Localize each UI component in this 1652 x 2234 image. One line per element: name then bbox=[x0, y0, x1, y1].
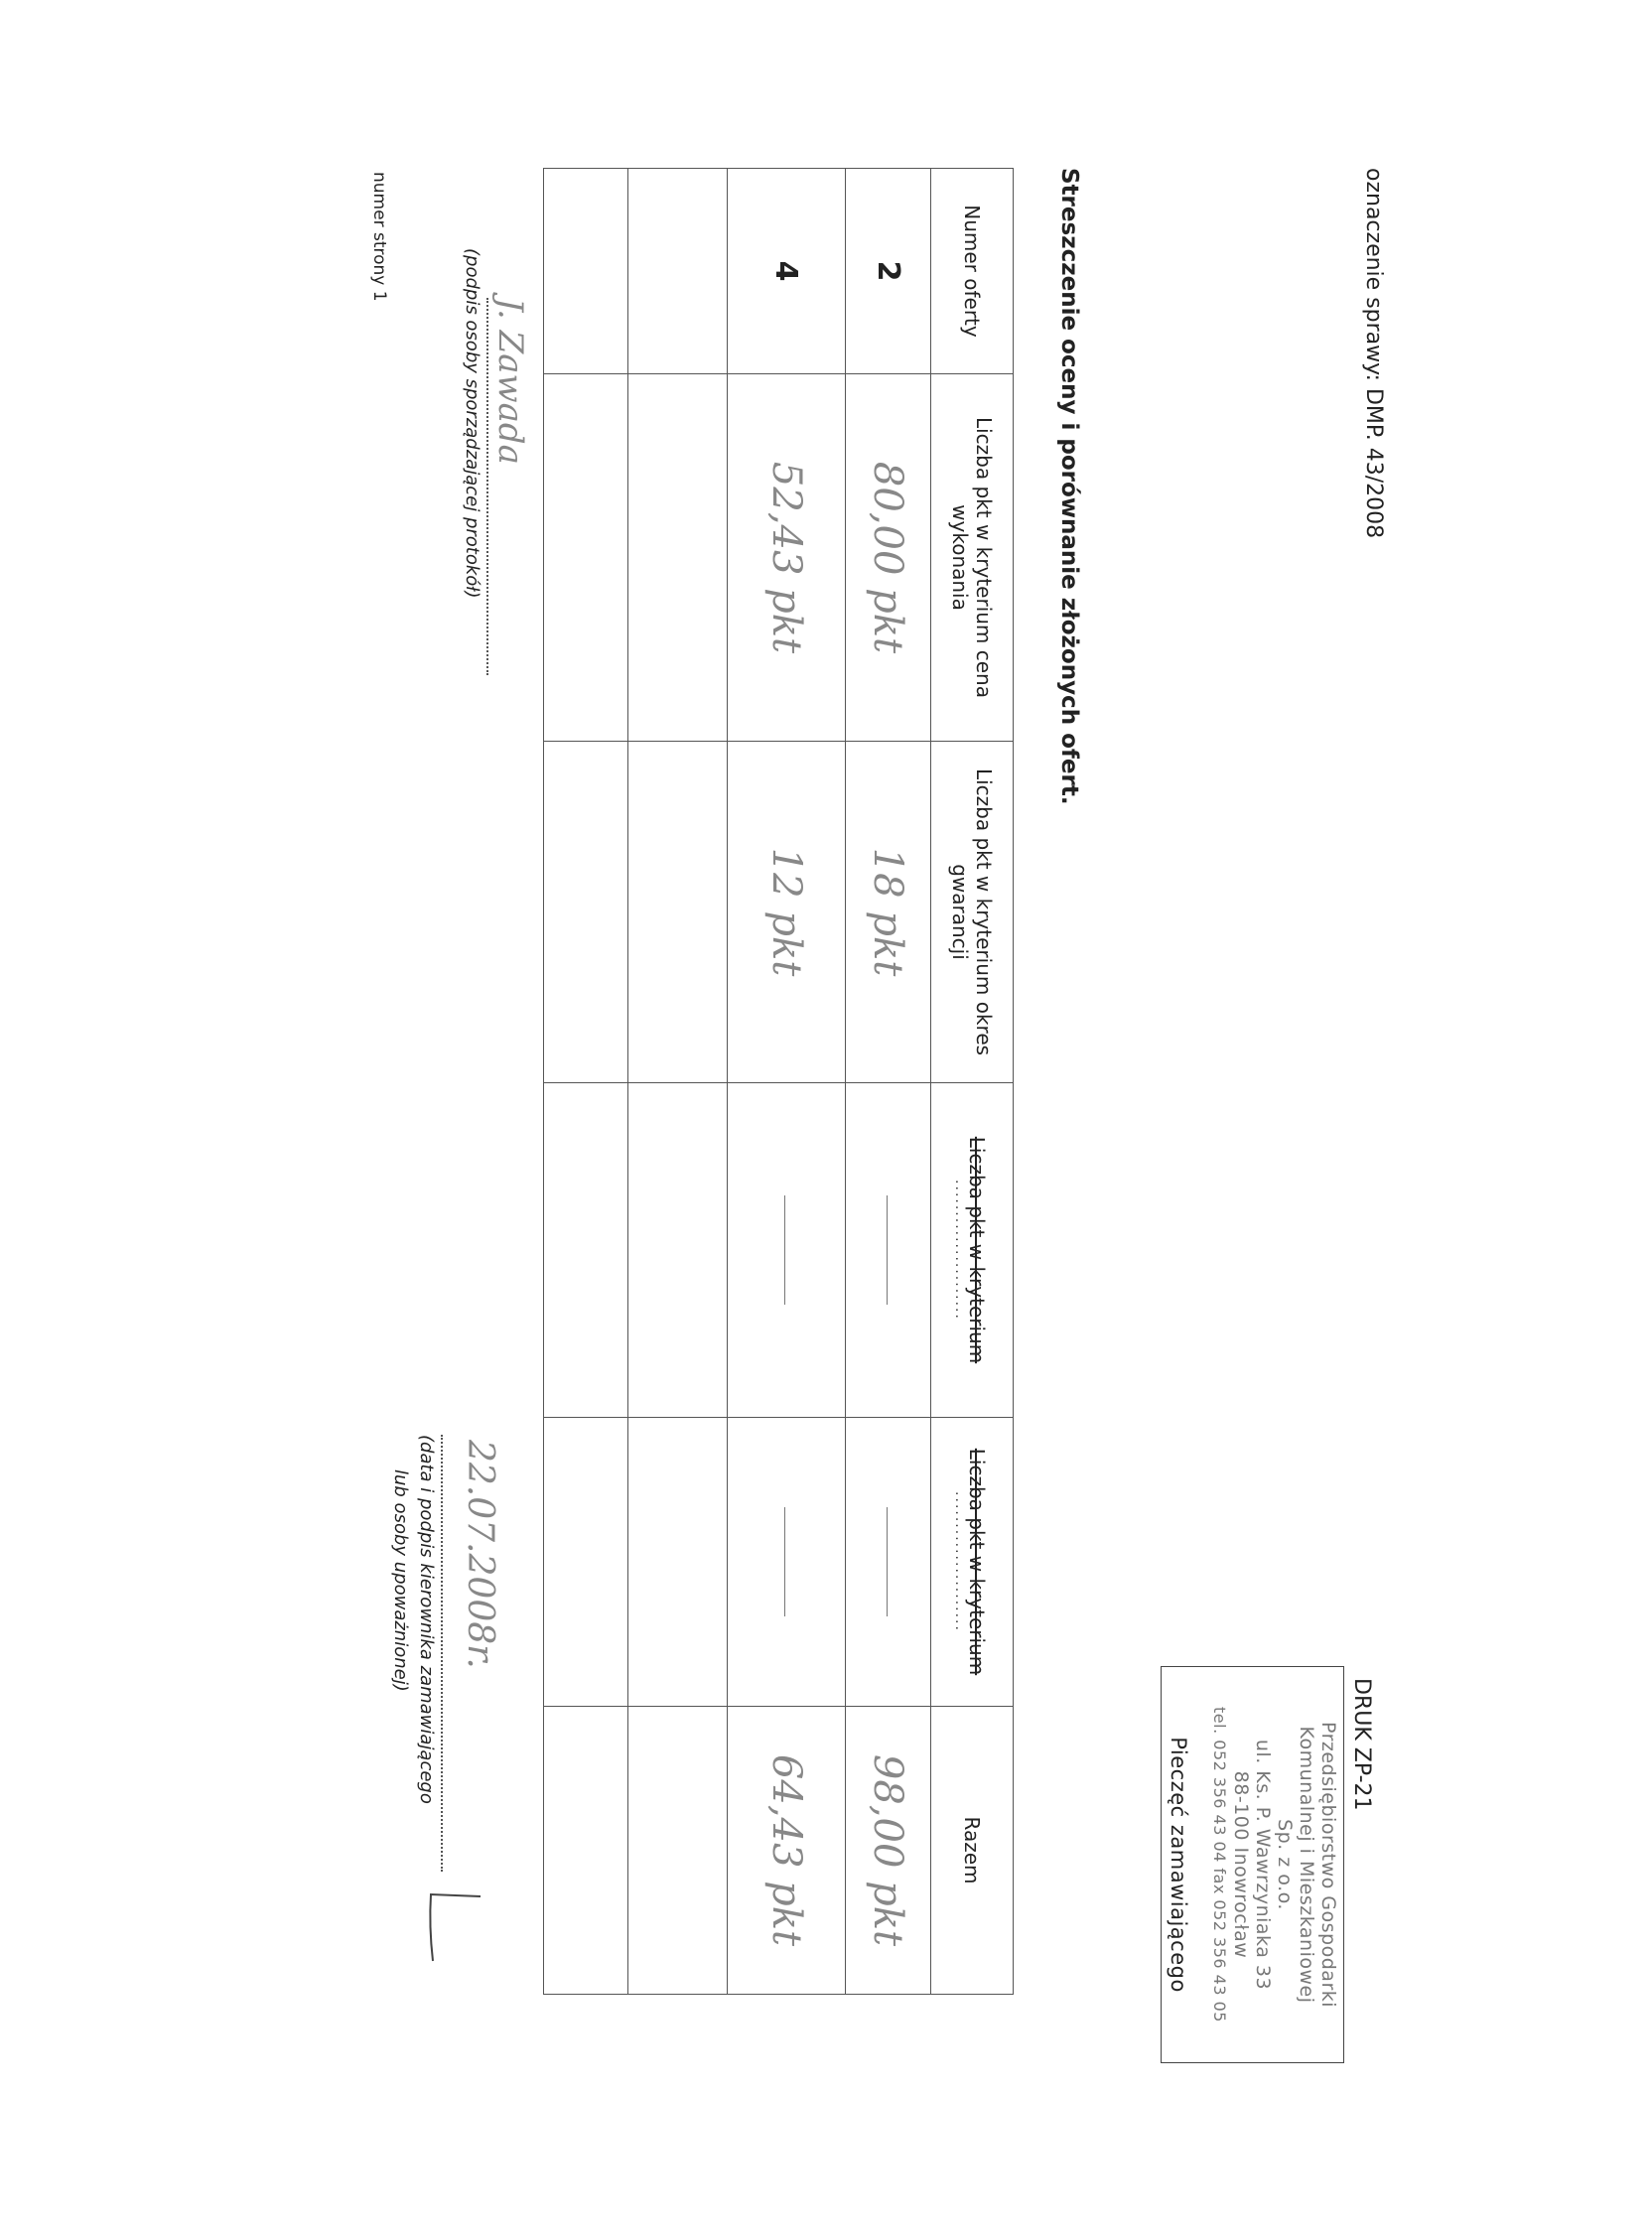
date-line bbox=[441, 1435, 443, 1872]
table-row-empty bbox=[544, 169, 628, 1995]
table-row-empty bbox=[628, 169, 728, 1995]
stamp-box bbox=[1161, 1666, 1344, 2063]
left-caption: (podpis osoby sporządzającej protokół) bbox=[462, 248, 482, 599]
initials-mark bbox=[421, 1886, 490, 1966]
criterion-4-cell bbox=[728, 1418, 846, 1707]
header-dots: ...................... bbox=[952, 1180, 968, 1321]
header-warranty: Liczba pkt w kryterium okres gwarancji bbox=[931, 742, 1014, 1083]
stamp-line: Sp. z o.o. bbox=[1274, 1819, 1296, 1910]
criterion-3-cell bbox=[728, 1083, 846, 1418]
form-code: DRUK ZP-21 bbox=[1349, 1678, 1374, 1811]
dash-mark bbox=[887, 1195, 888, 1305]
section-title: Streszczenie oceny i porównanie złożonych ofert. bbox=[1056, 168, 1082, 805]
header-price: Liczba pkt w kryterium cena wykonania bbox=[931, 374, 1014, 742]
stamp-line: tel. 052 356 43 04 fax 052 356 43 05 bbox=[1210, 1707, 1229, 2023]
stamp-line: Przedsiębiorstwo Gospodarki bbox=[1317, 1721, 1339, 2009]
right-caption-1: (data i podpis kierownika zamawiającego bbox=[416, 1435, 437, 1804]
header-dots: ...................... bbox=[952, 1491, 968, 1632]
header-total: Razem bbox=[931, 1707, 1014, 1995]
table-header-row bbox=[931, 169, 1014, 1995]
header-criterion-3 bbox=[931, 1083, 1014, 1418]
signature: J. Zawada bbox=[490, 298, 530, 465]
total-points: 64,43 pkt bbox=[728, 1707, 846, 1995]
offer-number: 2 bbox=[846, 169, 931, 374]
warranty-points: 12 pkt bbox=[728, 742, 846, 1083]
dash-mark bbox=[887, 1507, 888, 1616]
offers-table bbox=[543, 168, 1014, 1995]
page-number: numer strony 1 bbox=[369, 172, 389, 302]
case-marking: oznaczenie sprawy: DMP. 43/2008 bbox=[1361, 168, 1386, 539]
right-caption-2: lub osoby upoważnionej) bbox=[390, 1469, 411, 1692]
header-criterion-3-label: Liczba pkt w kryterium bbox=[965, 1136, 989, 1364]
price-points: 52,43 pkt bbox=[728, 374, 846, 742]
criterion-3-cell bbox=[846, 1083, 931, 1418]
date-handwritten: 22.07.2008r. bbox=[460, 1440, 500, 1669]
criterion-4-cell bbox=[846, 1418, 931, 1707]
stamp-line: ul. Ks. P. Wawrzyniaka 33 bbox=[1252, 1739, 1274, 1991]
dash-mark bbox=[785, 1195, 786, 1305]
table-row bbox=[728, 169, 846, 1995]
header-criterion-4-label: Liczba pkt w kryterium bbox=[965, 1448, 989, 1676]
warranty-points: 18 pkt bbox=[846, 742, 931, 1083]
header-offer-number: Numer oferty bbox=[931, 169, 1014, 374]
price-points: 80,00 pkt bbox=[846, 374, 931, 742]
table-row bbox=[846, 169, 931, 1995]
stamp-label: Pieczęć zamawiającego bbox=[1167, 1737, 1190, 1993]
signature-line bbox=[486, 298, 488, 675]
stamp-line: Komunalnej i Mieszkaniowej bbox=[1296, 1726, 1317, 2004]
total-points: 98,00 pkt bbox=[846, 1707, 931, 1995]
dash-mark bbox=[785, 1507, 786, 1616]
header-criterion-4 bbox=[931, 1418, 1014, 1707]
stamp-line: 88-100 Inowrocław bbox=[1230, 1770, 1252, 1959]
offer-number: 4 bbox=[728, 169, 846, 374]
